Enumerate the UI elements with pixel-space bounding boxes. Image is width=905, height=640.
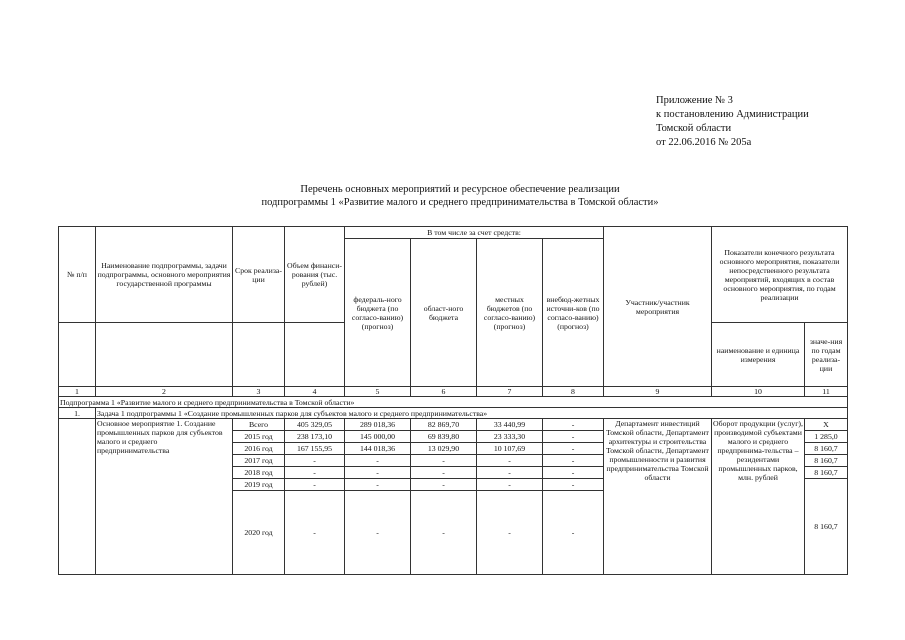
column-numbers-row <box>59 387 848 397</box>
period-cell: 2018 год <box>233 467 285 479</box>
column-number: 1 <box>59 387 96 397</box>
period-cell: 2015 год <box>233 431 285 443</box>
header-period: Срок реализа-ции <box>233 227 285 323</box>
header-offbudget: внебюд-жетных источни-ков (по согласо-ванию) (прогноз) <box>543 239 604 387</box>
volume-cell: - <box>285 467 345 479</box>
title-line: Перечень основных мероприятий и ресурсное обеспечение реализации <box>300 184 620 195</box>
regional-cell: - <box>411 491 477 575</box>
column-number: 3 <box>233 387 285 397</box>
header-name-cont <box>96 323 233 387</box>
period-cell: 2019 год <box>233 479 285 491</box>
offbudget-cell: - <box>543 467 604 479</box>
indicator-value-cell: 8 160,7 <box>805 479 848 575</box>
period-cell: 2017 год <box>233 455 285 467</box>
period-cell: 2016 год <box>233 443 285 455</box>
activity-name: Основное мероприятие 1. Создание промышленных парков для субъектов малого и среднего предпринимательства <box>96 419 233 575</box>
column-number: 9 <box>604 387 712 397</box>
header-name: Наименование подпрограммы, задачи подпрограммы, основного мероприятия государственной программы <box>96 227 233 323</box>
volume-cell: 238 173,10 <box>285 431 345 443</box>
column-number: 8 <box>543 387 604 397</box>
offbudget-cell: - <box>543 419 604 431</box>
indicator-value-cell: Х <box>805 419 848 431</box>
column-number: 6 <box>411 387 477 397</box>
column-number: 10 <box>712 387 805 397</box>
local-cell: - <box>477 467 543 479</box>
indicator-value-cell: 8 160,7 <box>805 467 848 479</box>
appendix-line: Томской области <box>656 123 732 134</box>
period-cell: Всего <box>233 419 285 431</box>
regional-cell: 69 839,80 <box>411 431 477 443</box>
regional-cell: - <box>411 467 477 479</box>
header-participant: Участник/участник мероприятия <box>604 227 712 387</box>
volume-cell: - <box>285 479 345 491</box>
task-row: Задача 1 подпрограммы 1 «Создание промышленных парков для субъектов малого и среднего предпринимательства» <box>96 408 848 419</box>
header-volume: Объем финанси-рования (тыс. рублей) <box>285 227 345 323</box>
document-title <box>150 183 770 209</box>
regional-cell: 82 869,70 <box>411 419 477 431</box>
indicator-value-cell: 8 160,7 <box>805 455 848 467</box>
local-cell: - <box>477 479 543 491</box>
offbudget-cell: - <box>543 443 604 455</box>
activity-number-cell <box>59 419 96 575</box>
column-number: 4 <box>285 387 345 397</box>
local-cell: 10 107,69 <box>477 443 543 455</box>
header-federal: федераль-ного бюджета (по согласо-ванию) (прогноз) <box>345 239 411 387</box>
header-num: № п/п <box>59 227 96 323</box>
volume-cell: 167 155,95 <box>285 443 345 455</box>
local-cell: 33 440,99 <box>477 419 543 431</box>
table-row <box>59 419 848 431</box>
appendix-line: Приложение № 3 <box>656 95 733 106</box>
federal-cell: - <box>345 467 411 479</box>
header-indicators: Показатели конечного результата основного мероприятия, показатели непосредственного результата мероприятий, входящих в состав основного мероприятия, по годам реализации <box>712 227 848 323</box>
header-including: В том числе за счет средств: <box>345 227 604 239</box>
indicator-name-cell: Оборот продукции (услуг), производимой субъектами малого и среднего предпринима-тельства – резидентами промышленных парков, млн. рублей <box>712 419 805 575</box>
title-line: подпрограммы 1 «Развитие малого и среднего предпринимательства в Томской области» <box>261 197 659 208</box>
column-number: 11 <box>805 387 848 397</box>
header-volume-cont <box>285 323 345 387</box>
header-local: местных бюджетов (по согласо-ванию) (прогноз) <box>477 239 543 387</box>
column-number: 5 <box>345 387 411 397</box>
volume-cell: - <box>285 455 345 467</box>
column-number: 2 <box>96 387 233 397</box>
column-number: 7 <box>477 387 543 397</box>
regional-cell: 13 029,90 <box>411 443 477 455</box>
appendix-line: к постановлению Администрации <box>656 109 809 120</box>
period-cell: 2020 год <box>233 491 285 575</box>
activities-table <box>58 226 848 575</box>
header-indicator-name: наименование и единица измерения <box>712 323 805 387</box>
local-cell: - <box>477 455 543 467</box>
appendix-line: от 22.06.2016 № 205а <box>656 137 752 148</box>
volume-cell: 405 329,05 <box>285 419 345 431</box>
header-num-cont <box>59 323 96 387</box>
regional-cell: - <box>411 479 477 491</box>
indicator-value-cell: 8 160,7 <box>805 443 848 455</box>
offbudget-cell: - <box>543 431 604 443</box>
header-regional: област-ного бюджета <box>411 239 477 387</box>
federal-cell: 144 018,36 <box>345 443 411 455</box>
federal-cell: - <box>345 455 411 467</box>
volume-cell: - <box>285 491 345 575</box>
participant-cell: Департамент инвестиций Томской области, Департамент архитектуры и строительства Томской области, Департамент промышленности и развития предпринимательства Томской области <box>604 419 712 575</box>
indicator-value-cell: 1 285,0 <box>805 431 848 443</box>
federal-cell: - <box>345 491 411 575</box>
offbudget-cell: - <box>543 491 604 575</box>
header-period-cont <box>233 323 285 387</box>
federal-cell: 145 000,00 <box>345 431 411 443</box>
offbudget-cell: - <box>543 479 604 491</box>
appendix-block <box>656 94 809 150</box>
federal-cell: 289 018,36 <box>345 419 411 431</box>
federal-cell: - <box>345 479 411 491</box>
local-cell: 23 333,30 <box>477 431 543 443</box>
header-indicator-value: значе-ния по годам реализа-ции <box>805 323 848 387</box>
subprogram-row: Подпрограмма 1 «Развитие малого и среднего предпринимательства в Томской области» <box>59 397 848 408</box>
offbudget-cell: - <box>543 455 604 467</box>
task-number: 1. <box>59 408 96 419</box>
regional-cell: - <box>411 455 477 467</box>
local-cell: - <box>477 491 543 575</box>
